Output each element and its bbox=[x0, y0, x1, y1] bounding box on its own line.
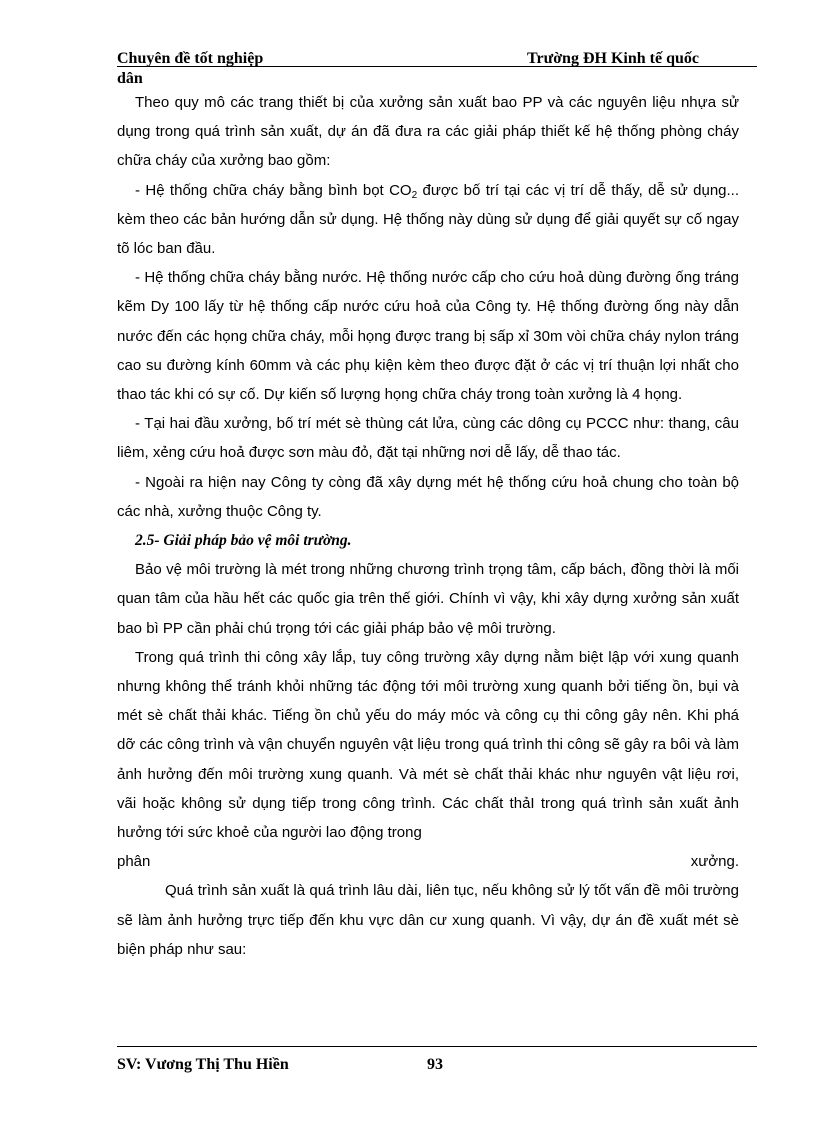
paragraph-company-system: - Ngoài ra hiện nay Công ty còng đã xây dựng mét hệ thống cứu hoả chung cho toàn bộ các nhà, xưởng thuộc Công ty. bbox=[117, 473, 739, 520]
paragraph-water-system: - Hệ thống chữa cháy bằng nước. Hệ thống nước cấp cho cứu hoả dùng đường ống tráng kẽm Dy 100 lấy từ hệ thống cấp nước cứu hoả của Công ty. Hệ thống đường ống này dẫn nước đến các họng chữa cháy, mỗi họng được trang bị sấp xỉ 30m vòi chữa cháy nylon tráng cao su đường kính 60mm và các phụ kiện kèm theo được đặt ở các vị trí thuận lợi nhất cho thao tác khi có sự cố. Dự kiến số lượng họng chữa cháy trong toàn xưởng là 4 họng. bbox=[117, 269, 739, 404]
paragraph-sand-tanks: - Tại hai đầu xưởng, bố trí mét sè thùng cát lửa, cùng các dông cụ PCCC như: thang, câu liêm, xẻng cứu hoả được sơn màu đỏ, đặt tại những nơi dễ lấy, dễ thao tác. bbox=[117, 415, 739, 462]
paragraph-production-impact: Quá trình sản xuất là quá trình lâu dài, liên tục, nếu không sử lý tốt vấn đề môi trường sẽ làm ảnh hưởng trực tiếp đến khu vực dân cư xung quanh. Vì vậy, dự án đề xuất mét sè biện pháp như sau: bbox=[117, 882, 739, 958]
paragraph-foam-extinguisher: - Hệ thống chữa cháy bằng bình bọt $CO_2$ được bố trí tại các vị trí dễ thấy, dễ sử dụng... kèm theo các bản hướng dẫn sử dụng. Hệ thống này dùng sử dụng để giải quyết sự cố ngay tõ lóc ban đầu. bbox=[117, 181, 740, 258]
paragraph-environment-intro: Bảo vệ môi trường là mét trong những chương trình trọng tâm, cấp bách, đồng thời là mối quan tâm của hầu hết các quốc gia trên thế giới. Chính vì vậy, khi xây dựng xưởng sản xuất bao bì PP cần phải chú trọng tới các giải pháp bảo vệ môi trường. bbox=[117, 561, 739, 637]
paragraph-fire-intro: Theo quy mô các trang thiết bị của xưởng sản xuất bao PP và các nguyên liệu nhựa sử dụng trong quá trình sản xuất, dự án đã đưa ra các giải pháp thiết kế hệ thống phòng cháy chữa cháy của xưởng bao gồm: bbox=[117, 94, 739, 170]
section-heading: 2.5- Giải pháp bảo vệ môi trường. bbox=[135, 532, 352, 550]
header-continuation: dân bbox=[117, 70, 143, 87]
footer-author: SV: Vương Thị Thu Hiền bbox=[117, 1056, 289, 1073]
paragraph-construction-impact-end: phân xưởng. bbox=[117, 853, 739, 871]
paragraph-construction-impact: Trong quá trình thi công xây lắp, tuy công trường xây dựng nằm biệt lập với xung quanh nhưng không thể tránh khỏi những tác động tới môi trường xung quanh bởi tiếng ồn, bụi và mét sè chất thải khác. Tiếng ồn chủ yếu do máy móc và công cụ thi công gây nên. Khi phá dỡ các công trình và vận chuyển nguyên vật liệu trong quá trình thi công sẽ gây ra bôi và làm ảnh hưởng đến môi trường xung quanh. Và mét sè chất thải khác như nguyên vật liệu rơi, vãi hoặc không sử dụng tiếp trong công trình. Các chất thảI trong quá trình sản xuất ảnh hưởng tới sức khoẻ của người lao động trong bbox=[117, 648, 739, 842]
footer-rule bbox=[117, 1046, 757, 1047]
header-left: Chuyên đề tốt nghiệp bbox=[117, 50, 264, 67]
header-right: Trường ĐH Kinh tế quốc bbox=[527, 50, 699, 67]
page-number: 93 bbox=[427, 1056, 443, 1073]
header-rule bbox=[117, 66, 757, 67]
page-body bbox=[117, 88, 739, 964]
